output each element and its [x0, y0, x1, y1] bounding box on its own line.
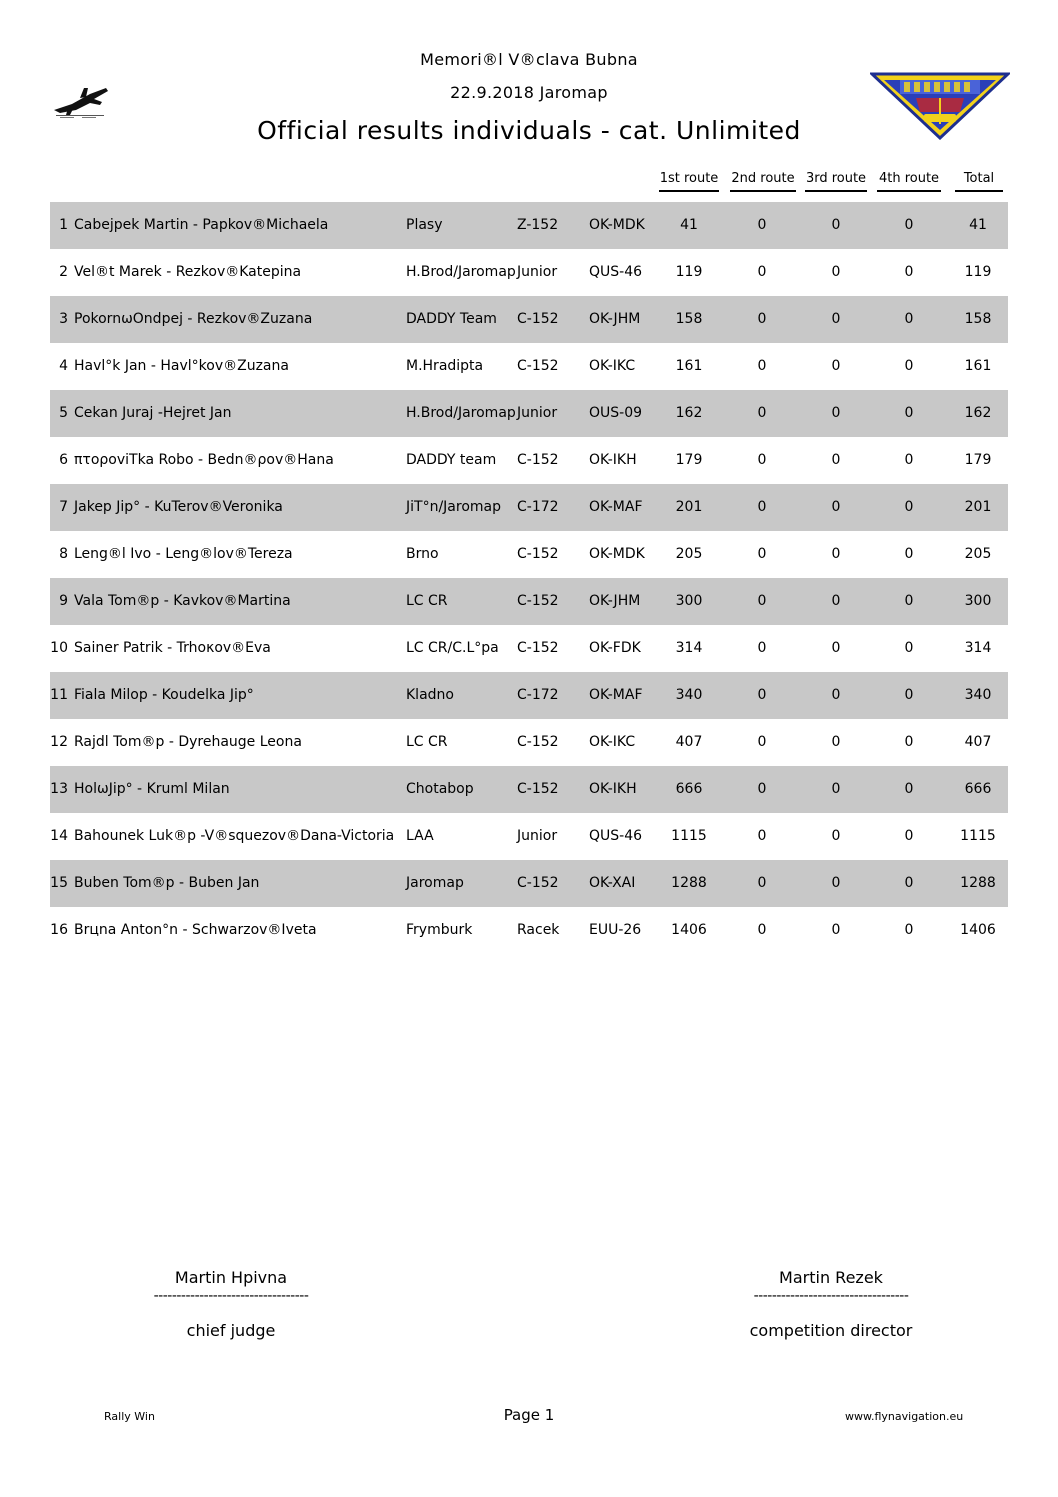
rank-cell: 7 — [59, 499, 68, 515]
registration-cell: QUS-46 — [589, 828, 643, 844]
route2-cell: 0 — [757, 875, 767, 891]
rank-cell: 16 — [50, 922, 68, 938]
route4-cell: 0 — [904, 640, 914, 656]
route3-cell: 0 — [831, 828, 841, 844]
rank-cell: 9 — [59, 593, 68, 609]
rank-cell: 11 — [50, 687, 68, 703]
footer-software: Rally Win — [104, 1410, 155, 1423]
rank-cell: 8 — [59, 546, 68, 562]
table-row — [50, 860, 1008, 907]
route2-cell: 0 — [757, 828, 767, 844]
club-cell: DADDY team — [406, 452, 497, 468]
registration-cell: QUS-46 — [589, 264, 643, 280]
column-header-route2: 2nd route — [730, 171, 796, 192]
aircraft-type-cell: Junior — [517, 828, 558, 844]
route3-cell: 0 — [831, 405, 841, 421]
total-cell: 1406 — [960, 922, 996, 938]
route3-cell: 0 — [831, 311, 841, 327]
club-cell: Chotabop — [406, 781, 474, 797]
total-cell: 201 — [964, 499, 992, 515]
column-header-route1: 1st route — [659, 171, 719, 192]
registration-cell: OK-IKC — [589, 734, 636, 750]
registration-cell: OUS-09 — [589, 405, 643, 421]
results-table — [50, 202, 1008, 954]
total-cell: 1288 — [960, 875, 996, 891]
aircraft-type-cell: Junior — [517, 405, 558, 421]
registration-cell: OK-XAI — [589, 875, 636, 891]
route3-cell: 0 — [831, 734, 841, 750]
table-row — [50, 907, 1008, 954]
registration-cell: OK-IKH — [589, 452, 637, 468]
aircraft-type-cell: C-152 — [517, 358, 559, 374]
route4-cell: 0 — [904, 875, 914, 891]
rank-cell: 15 — [50, 875, 68, 891]
chief-judge-role: chief judge — [186, 1321, 276, 1340]
crew-cell: HolωJip° - Kruml Milan — [74, 781, 230, 797]
club-cell: LAA — [406, 828, 434, 844]
route2-cell: 0 — [757, 358, 767, 374]
crew-cell: Fiala Milop - Koudelka Jip° — [74, 687, 254, 703]
crew-cell: Rajdl Tom®p - Dyrehauge Leona — [74, 734, 302, 750]
table-row — [50, 437, 1008, 484]
route4-cell: 0 — [904, 311, 914, 327]
total-cell: 162 — [964, 405, 992, 421]
crew-cell: Sainer Patrik - Trhoκov®Eva — [74, 640, 271, 656]
club-cell: LC CR — [406, 734, 448, 750]
total-cell: 1115 — [960, 828, 996, 844]
rank-cell: 13 — [50, 781, 68, 797]
competition-director-signature-line: ---------------------------------- — [753, 1288, 909, 1304]
club-cell: LC CR — [406, 593, 448, 609]
route2-cell: 0 — [757, 687, 767, 703]
route2-cell: 0 — [757, 499, 767, 515]
crew-cell: PokornωOndpej - Rezkov®Zuzana — [74, 311, 313, 327]
total-cell: 314 — [964, 640, 992, 656]
route4-cell: 0 — [904, 405, 914, 421]
rank-cell: 2 — [59, 264, 68, 280]
competition-director-role: competition director — [749, 1321, 913, 1340]
table-row — [50, 625, 1008, 672]
club-cell: H.Brod/Jaromap — [406, 264, 516, 280]
route1-cell: 201 — [675, 499, 703, 515]
route2-cell: 0 — [757, 593, 767, 609]
chief-judge-name: Martin Hpivna — [174, 1268, 288, 1287]
registration-cell: OK-MDK — [589, 546, 645, 562]
route1-cell: 1406 — [671, 922, 707, 938]
crew-cell: Jakep Jip° - KuTerov®Veronika — [74, 499, 283, 515]
total-cell: 41 — [969, 217, 987, 233]
registration-cell: EUU-26 — [589, 922, 642, 938]
rank-cell: 6 — [59, 452, 68, 468]
aircraft-type-cell: C-152 — [517, 546, 559, 562]
crew-cell: πτoρoviTka Robo - Bedn®ρov®Hana — [74, 452, 334, 468]
route2-cell: 0 — [757, 311, 767, 327]
club-cell: LC CR/C.L°pa — [406, 640, 499, 656]
route3-cell: 0 — [831, 217, 841, 233]
route2-cell: 0 — [757, 217, 767, 233]
rank-cell: 4 — [59, 358, 68, 374]
aircraft-type-cell: C-152 — [517, 875, 559, 891]
crew-cell: Vel®t Marek - Rezkov®Katepina — [74, 264, 302, 280]
table-row — [50, 202, 1008, 249]
table-row — [50, 343, 1008, 390]
route2-cell: 0 — [757, 640, 767, 656]
rank-cell: 14 — [50, 828, 68, 844]
aircraft-type-cell: C-172 — [517, 687, 559, 703]
route4-cell: 0 — [904, 499, 914, 515]
table-row — [50, 719, 1008, 766]
rank-cell: 3 — [59, 311, 68, 327]
route1-cell: 119 — [675, 264, 703, 280]
rank-cell: 1 — [59, 217, 68, 233]
crew-cell: Brцna Anton°n - Schwarzov®Iveta — [74, 922, 317, 938]
total-cell: 300 — [964, 593, 992, 609]
registration-cell: OK-JHM — [589, 593, 641, 609]
table-row — [50, 484, 1008, 531]
page-title: Official results individuals - cat. Unlimited — [257, 116, 801, 145]
route3-cell: 0 — [831, 499, 841, 515]
registration-cell: OK-IKH — [589, 781, 637, 797]
column-header-route3: 3rd route — [805, 171, 867, 192]
column-header-route4: 4th route — [877, 171, 941, 192]
club-cell: Jaromap — [406, 875, 464, 891]
route2-cell: 0 — [757, 264, 767, 280]
route3-cell: 0 — [831, 687, 841, 703]
event-title: Memori®l V®clava Bubna — [420, 50, 638, 69]
total-cell: 407 — [964, 734, 992, 750]
route1-cell: 205 — [675, 546, 703, 562]
aircraft-type-cell: Z-152 — [517, 217, 559, 233]
route1-cell: 666 — [675, 781, 703, 797]
route2-cell: 0 — [757, 922, 767, 938]
airplane-logo-icon — [50, 82, 112, 122]
aircraft-type-cell: Racek — [517, 922, 560, 938]
route3-cell: 0 — [831, 546, 841, 562]
route2-cell: 0 — [757, 452, 767, 468]
crew-cell: Bahounek Luk®p -V®squezov®Dana-Victoria — [74, 828, 395, 844]
registration-cell: OK-MAF — [589, 687, 643, 703]
registration-cell: OK-FDK — [589, 640, 641, 656]
crew-cell: Buben Tom®p - Buben Jan — [74, 875, 260, 891]
club-cell: Brno — [406, 546, 439, 562]
route3-cell: 0 — [831, 781, 841, 797]
route4-cell: 0 — [904, 593, 914, 609]
total-cell: 119 — [964, 264, 992, 280]
aeroclub-emblem-icon — [870, 68, 1010, 140]
crew-cell: Vala Tom®p - Kavkov®Martina — [74, 593, 291, 609]
route2-cell: 0 — [757, 405, 767, 421]
table-row — [50, 813, 1008, 860]
route3-cell: 0 — [831, 358, 841, 374]
total-cell: 666 — [964, 781, 992, 797]
registration-cell: OK-MAF — [589, 499, 643, 515]
chief-judge-signature-line: ---------------------------------- — [153, 1288, 309, 1304]
total-cell: 161 — [964, 358, 992, 374]
table-row — [50, 249, 1008, 296]
aircraft-type-cell: C-152 — [517, 640, 559, 656]
route1-cell: 161 — [675, 358, 703, 374]
total-cell: 340 — [964, 687, 992, 703]
aircraft-type-cell: C-152 — [517, 311, 559, 327]
aircraft-type-cell: C-172 — [517, 499, 559, 515]
aircraft-type-cell: C-152 — [517, 734, 559, 750]
route3-cell: 0 — [831, 922, 841, 938]
club-cell: JiT°n/Jaromap — [406, 499, 501, 515]
route4-cell: 0 — [904, 452, 914, 468]
club-cell: Frymburk — [406, 922, 473, 938]
route1-cell: 340 — [675, 687, 703, 703]
club-cell: Kladno — [406, 687, 454, 703]
route2-cell: 0 — [757, 546, 767, 562]
route4-cell: 0 — [904, 358, 914, 374]
aircraft-type-cell: Junior — [517, 264, 558, 280]
route1-cell: 41 — [680, 217, 698, 233]
club-cell: Plasy — [406, 217, 443, 233]
club-cell: M.Hradipta — [406, 358, 484, 374]
club-cell: H.Brod/Jaromap — [406, 405, 516, 421]
route1-cell: 158 — [675, 311, 703, 327]
route4-cell: 0 — [904, 781, 914, 797]
footer-website: www.flynavigation.eu — [845, 1410, 964, 1423]
route1-cell: 300 — [675, 593, 703, 609]
registration-cell: OK-JHM — [589, 311, 641, 327]
crew-cell: Leng®l Ivo - Leng®lov®Tereza — [74, 546, 293, 562]
route2-cell: 0 — [757, 734, 767, 750]
rank-cell: 5 — [59, 405, 68, 421]
table-row — [50, 672, 1008, 719]
route1-cell: 407 — [675, 734, 703, 750]
route1-cell: 1288 — [671, 875, 707, 891]
route4-cell: 0 — [904, 546, 914, 562]
table-row — [50, 578, 1008, 625]
route4-cell: 0 — [904, 922, 914, 938]
registration-cell: OK-IKC — [589, 358, 636, 374]
route3-cell: 0 — [831, 452, 841, 468]
route4-cell: 0 — [904, 734, 914, 750]
page-number: Page 1 — [503, 1406, 555, 1424]
route3-cell: 0 — [831, 640, 841, 656]
route1-cell: 179 — [675, 452, 703, 468]
route2-cell: 0 — [757, 781, 767, 797]
competition-director-name: Martin Rezek — [779, 1268, 883, 1287]
crew-cell: Cekan Juraj -Hejret Jan — [74, 405, 232, 421]
table-row — [50, 531, 1008, 578]
total-cell: 179 — [964, 452, 992, 468]
rank-cell: 12 — [50, 734, 68, 750]
route1-cell: 314 — [675, 640, 703, 656]
route4-cell: 0 — [904, 828, 914, 844]
aircraft-type-cell: C-152 — [517, 452, 559, 468]
crew-cell: Havl°k Jan - Havl°kov®Zuzana — [74, 358, 289, 374]
route4-cell: 0 — [904, 217, 914, 233]
registration-cell: OK-MDK — [589, 217, 645, 233]
route3-cell: 0 — [831, 264, 841, 280]
crew-cell: Cabejpek Martin - Papkov®Michaela — [74, 217, 329, 233]
club-cell: DADDY Team — [406, 311, 497, 327]
aircraft-type-cell: C-152 — [517, 781, 559, 797]
route3-cell: 0 — [831, 593, 841, 609]
route3-cell: 0 — [831, 875, 841, 891]
event-date: 22.9.2018 Jaromap — [450, 83, 608, 102]
aircraft-type-cell: C-152 — [517, 593, 559, 609]
route1-cell: 162 — [675, 405, 703, 421]
table-row — [50, 766, 1008, 813]
route4-cell: 0 — [904, 264, 914, 280]
total-cell: 205 — [964, 546, 992, 562]
rank-cell: 10 — [50, 640, 68, 656]
route1-cell: 1115 — [671, 828, 707, 844]
table-row — [50, 390, 1008, 437]
column-header-total: Total — [955, 171, 1003, 192]
table-row — [50, 296, 1008, 343]
route4-cell: 0 — [904, 687, 914, 703]
total-cell: 158 — [964, 311, 992, 327]
